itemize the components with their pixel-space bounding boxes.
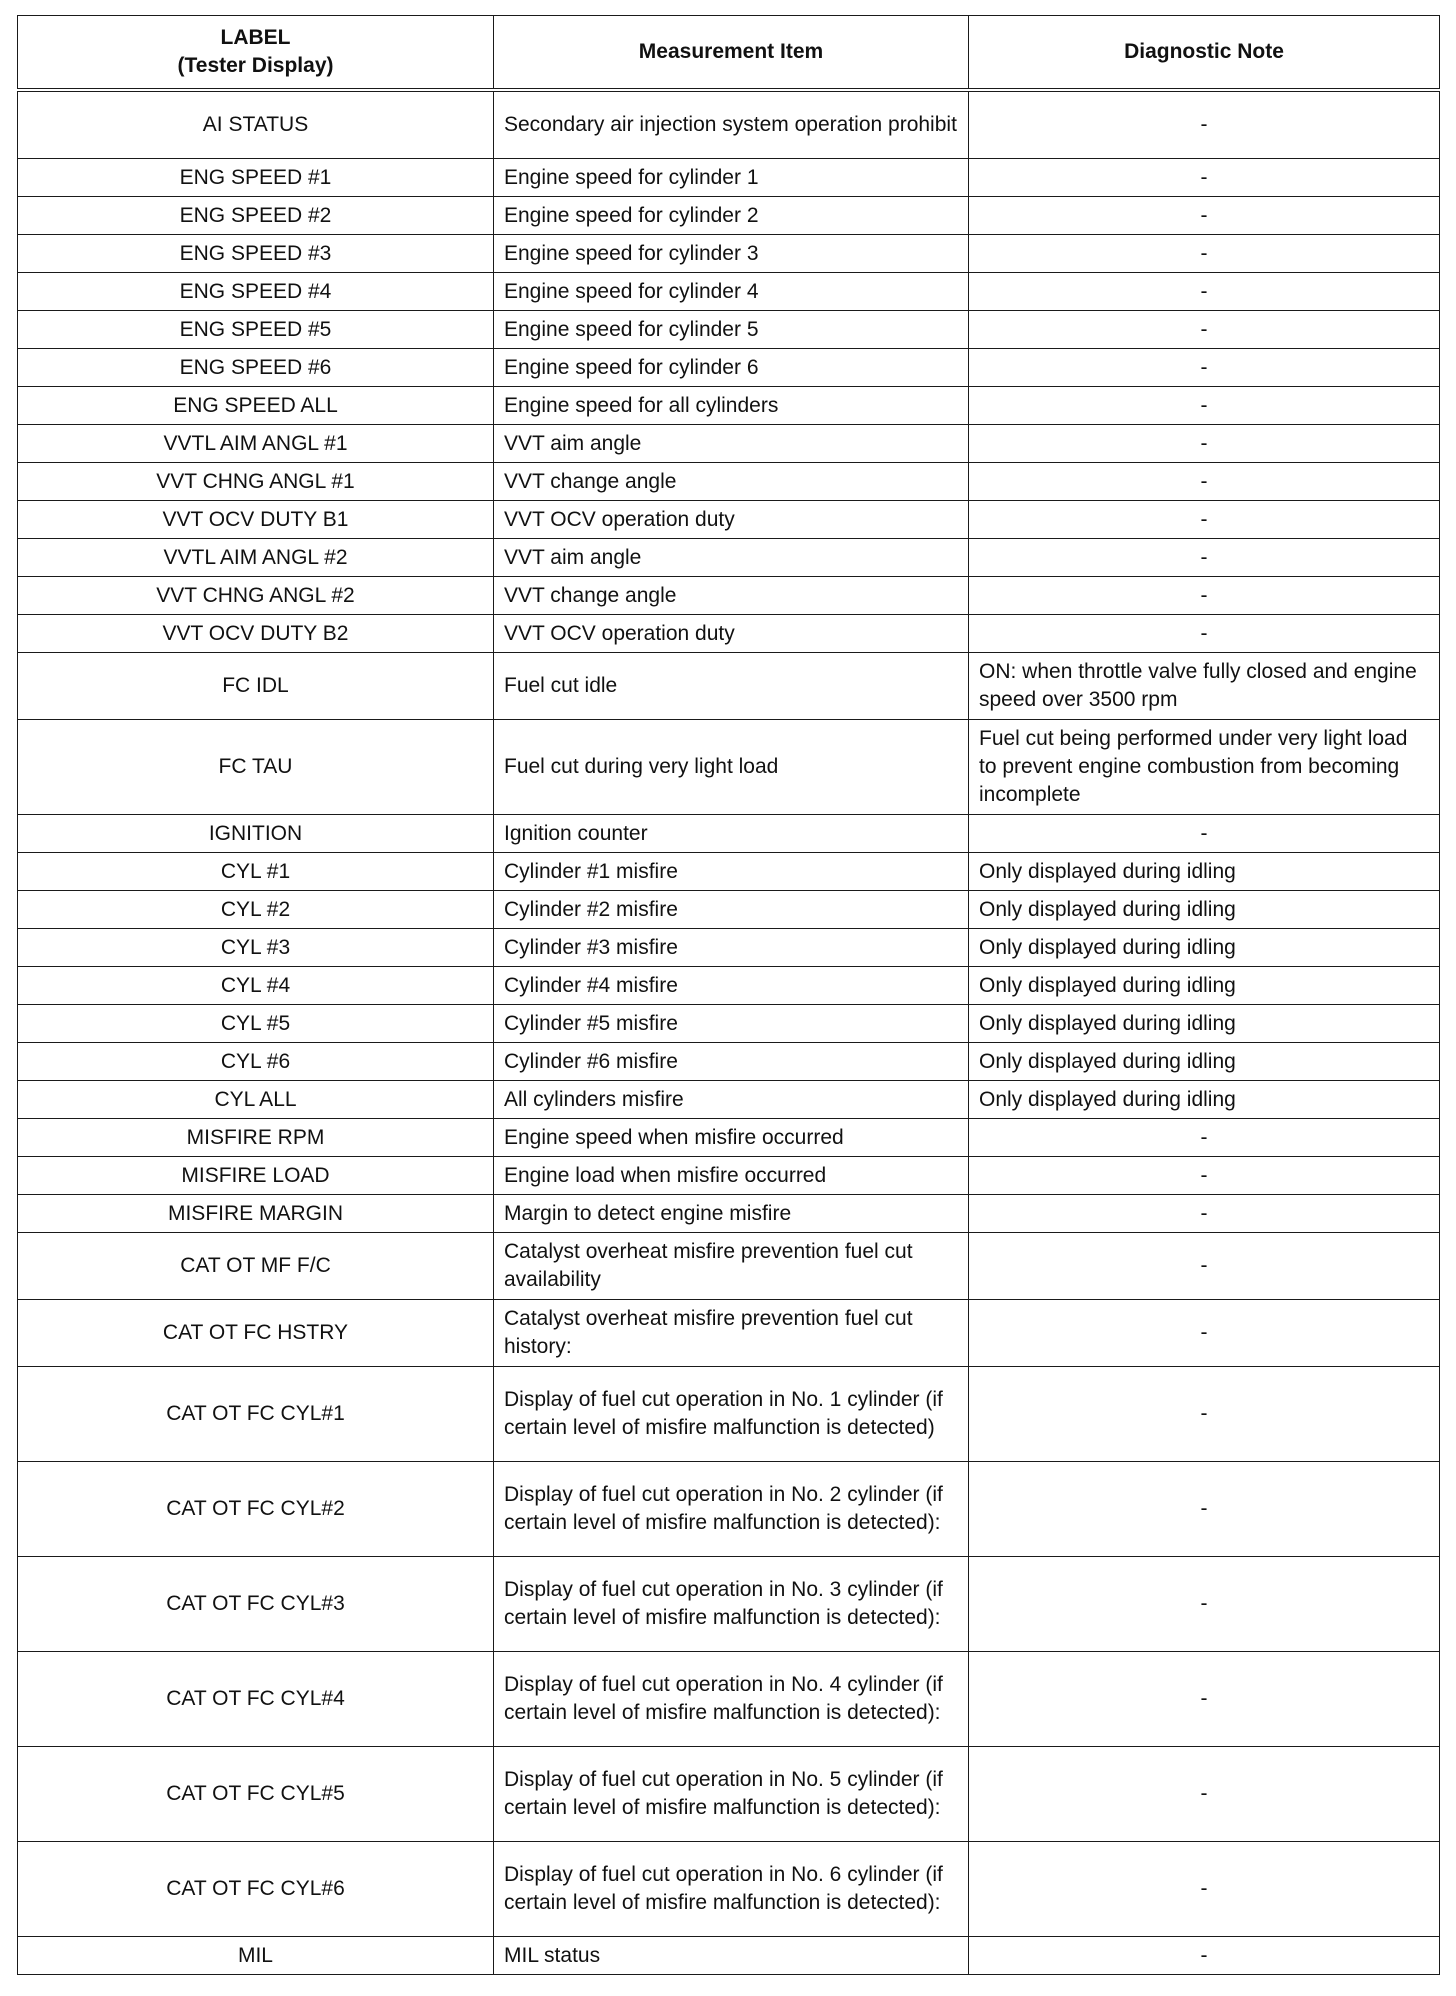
row-item: Margin to detect engine misfire [494, 1195, 969, 1233]
row-label: ENG SPEED #2 [18, 197, 494, 235]
row-label: ENG SPEED #5 [18, 311, 494, 349]
table-row [18, 1043, 1440, 1081]
row-item: All cylinders misfire [494, 1081, 969, 1119]
row-item: Display of fuel cut operation in No. 4 cylinder (if certain level of misfire malfunction is detected): [494, 1652, 969, 1747]
row-item: Cylinder #5 misfire [494, 1005, 969, 1043]
table-row [18, 159, 1440, 197]
row-label: CYL ALL [18, 1081, 494, 1119]
row-label: CYL #3 [18, 929, 494, 967]
row-label: MIL [18, 1937, 494, 1975]
table-row [18, 1557, 1440, 1652]
row-item: Engine speed for cylinder 3 [494, 235, 969, 273]
table-row [18, 349, 1440, 387]
table-row [18, 197, 1440, 235]
row-label: MISFIRE RPM [18, 1119, 494, 1157]
table-body [18, 90, 1440, 1975]
row-label: CYL #4 [18, 967, 494, 1005]
table-row [18, 967, 1440, 1005]
table-row [18, 1937, 1440, 1975]
row-item: Cylinder #4 misfire [494, 967, 969, 1005]
row-item: Display of fuel cut operation in No. 2 cylinder (if certain level of misfire malfunction is detected): [494, 1462, 969, 1557]
row-note: - [969, 311, 1440, 349]
table-row [18, 1119, 1440, 1157]
row-item: Display of fuel cut operation in No. 3 cylinder (if certain level of misfire malfunction is detected): [494, 1557, 969, 1652]
table-row [18, 853, 1440, 891]
row-note: Only displayed during idling [969, 1005, 1440, 1043]
row-note: - [969, 1557, 1440, 1652]
row-note: - [969, 501, 1440, 539]
row-note: - [969, 235, 1440, 273]
row-note: - [969, 1300, 1440, 1367]
row-note: - [969, 159, 1440, 197]
row-label: CYL #6 [18, 1043, 494, 1081]
row-item: VVT aim angle [494, 539, 969, 577]
row-label: CAT OT FC CYL#6 [18, 1842, 494, 1937]
row-item: Engine speed when misfire occurred [494, 1119, 969, 1157]
table-row [18, 1462, 1440, 1557]
row-label: CAT OT FC CYL#5 [18, 1747, 494, 1842]
row-label: ENG SPEED #1 [18, 159, 494, 197]
row-note: Only displayed during idling [969, 967, 1440, 1005]
table-row [18, 1300, 1440, 1367]
row-item: VVT change angle [494, 463, 969, 501]
row-label: IGNITION [18, 815, 494, 853]
header-row [18, 16, 1440, 91]
table-row [18, 90, 1440, 159]
row-note: - [969, 1652, 1440, 1747]
row-item: VVT aim angle [494, 425, 969, 463]
row-note: - [969, 1233, 1440, 1300]
row-note: - [969, 1157, 1440, 1195]
row-label: CAT OT MF F/C [18, 1233, 494, 1300]
row-label: VVT OCV DUTY B1 [18, 501, 494, 539]
row-label: FC IDL [18, 653, 494, 720]
row-item: Engine speed for cylinder 6 [494, 349, 969, 387]
row-label: ENG SPEED #6 [18, 349, 494, 387]
table-row [18, 720, 1440, 815]
table-row [18, 1195, 1440, 1233]
data-list-table [17, 15, 1440, 1975]
row-note: - [969, 425, 1440, 463]
table-row [18, 577, 1440, 615]
row-note: - [969, 387, 1440, 425]
row-label: ENG SPEED ALL [18, 387, 494, 425]
row-item: Engine speed for cylinder 2 [494, 197, 969, 235]
row-label: AI STATUS [18, 90, 494, 159]
row-note: Only displayed during idling [969, 891, 1440, 929]
table-row [18, 235, 1440, 273]
row-note: ON: when throttle valve fully closed and engine speed over 3500 rpm [969, 653, 1440, 720]
table-row [18, 891, 1440, 929]
row-note: Only displayed during idling [969, 1043, 1440, 1081]
row-label: VVTL AIM ANGL #2 [18, 539, 494, 577]
row-label: CAT OT FC CYL#2 [18, 1462, 494, 1557]
row-item: Fuel cut idle [494, 653, 969, 720]
header-measurement: Measurement Item [494, 16, 969, 91]
row-item: Engine speed for cylinder 4 [494, 273, 969, 311]
table-row [18, 387, 1440, 425]
table-row [18, 1157, 1440, 1195]
table-row [18, 273, 1440, 311]
row-note: - [969, 1119, 1440, 1157]
row-label: CAT OT FC HSTRY [18, 1300, 494, 1367]
table-row [18, 311, 1440, 349]
row-label: CYL #5 [18, 1005, 494, 1043]
row-note: - [969, 1462, 1440, 1557]
header-note: Diagnostic Note [969, 16, 1440, 91]
row-note: - [969, 577, 1440, 615]
table-row [18, 1233, 1440, 1300]
row-item: Display of fuel cut operation in No. 5 cylinder (if certain level of misfire malfunction is detected): [494, 1747, 969, 1842]
table-row [18, 929, 1440, 967]
table-row [18, 1652, 1440, 1747]
row-item: VVT change angle [494, 577, 969, 615]
row-label: VVT CHNG ANGL #2 [18, 577, 494, 615]
row-item: Display of fuel cut operation in No. 6 cylinder (if certain level of misfire malfunction is detected): [494, 1842, 969, 1937]
header-label-line2: (Tester Display) [177, 54, 334, 77]
row-item: Engine speed for all cylinders [494, 387, 969, 425]
row-item: Cylinder #1 misfire [494, 853, 969, 891]
row-item: Engine speed for cylinder 1 [494, 159, 969, 197]
row-label: ENG SPEED #3 [18, 235, 494, 273]
row-item: Catalyst overheat misfire prevention fuel cut availability [494, 1233, 969, 1300]
row-item: Engine speed for cylinder 5 [494, 311, 969, 349]
row-note: Only displayed during idling [969, 1081, 1440, 1119]
row-item: MIL status [494, 1937, 969, 1975]
header-label [18, 16, 494, 91]
row-note: Only displayed during idling [969, 929, 1440, 967]
row-note: Fuel cut being performed under very light load to prevent engine combustion from becoming incomplete [969, 720, 1440, 815]
row-note: - [969, 1842, 1440, 1937]
table-row [18, 1747, 1440, 1842]
table-row [18, 425, 1440, 463]
row-item: Secondary air injection system operation prohibit [494, 90, 969, 159]
row-note: - [969, 615, 1440, 653]
row-note: - [969, 1195, 1440, 1233]
row-label: CYL #2 [18, 891, 494, 929]
table-row [18, 1367, 1440, 1462]
row-label: MISFIRE MARGIN [18, 1195, 494, 1233]
row-note: - [969, 273, 1440, 311]
header-label-line1: LABEL [220, 26, 291, 49]
row-item: VVT OCV operation duty [494, 615, 969, 653]
row-item: Cylinder #3 misfire [494, 929, 969, 967]
row-label: FC TAU [18, 720, 494, 815]
table-header [18, 16, 1440, 91]
table-row [18, 615, 1440, 653]
row-label: CAT OT FC CYL#1 [18, 1367, 494, 1462]
row-label: CAT OT FC CYL#3 [18, 1557, 494, 1652]
row-item: Cylinder #2 misfire [494, 891, 969, 929]
table-row [18, 539, 1440, 577]
row-note: - [969, 539, 1440, 577]
row-note: - [969, 1747, 1440, 1842]
table-row [18, 463, 1440, 501]
row-note: - [969, 815, 1440, 853]
row-label: ENG SPEED #4 [18, 273, 494, 311]
row-label: VVT OCV DUTY B2 [18, 615, 494, 653]
table-row [18, 1842, 1440, 1937]
row-item: Ignition counter [494, 815, 969, 853]
table-row [18, 1081, 1440, 1119]
row-item: VVT OCV operation duty [494, 501, 969, 539]
row-label: VVTL AIM ANGL #1 [18, 425, 494, 463]
row-note: - [969, 197, 1440, 235]
row-item: Fuel cut during very light load [494, 720, 969, 815]
row-note: - [969, 1367, 1440, 1462]
row-item: Catalyst overheat misfire prevention fuel cut history: [494, 1300, 969, 1367]
row-note: - [969, 90, 1440, 159]
table-row [18, 653, 1440, 720]
row-note: - [969, 463, 1440, 501]
row-item: Cylinder #6 misfire [494, 1043, 969, 1081]
data-list-sheet [17, 15, 1439, 1975]
row-label: CAT OT FC CYL#4 [18, 1652, 494, 1747]
row-label: VVT CHNG ANGL #1 [18, 463, 494, 501]
row-note: Only displayed during idling [969, 853, 1440, 891]
row-note: - [969, 349, 1440, 387]
table-row [18, 501, 1440, 539]
row-label: MISFIRE LOAD [18, 1157, 494, 1195]
table-row [18, 815, 1440, 853]
table-row [18, 1005, 1440, 1043]
row-note: - [969, 1937, 1440, 1975]
row-label: CYL #1 [18, 853, 494, 891]
row-item: Display of fuel cut operation in No. 1 cylinder (if certain level of misfire malfunction is detected) [494, 1367, 969, 1462]
row-item: Engine load when misfire occurred [494, 1157, 969, 1195]
